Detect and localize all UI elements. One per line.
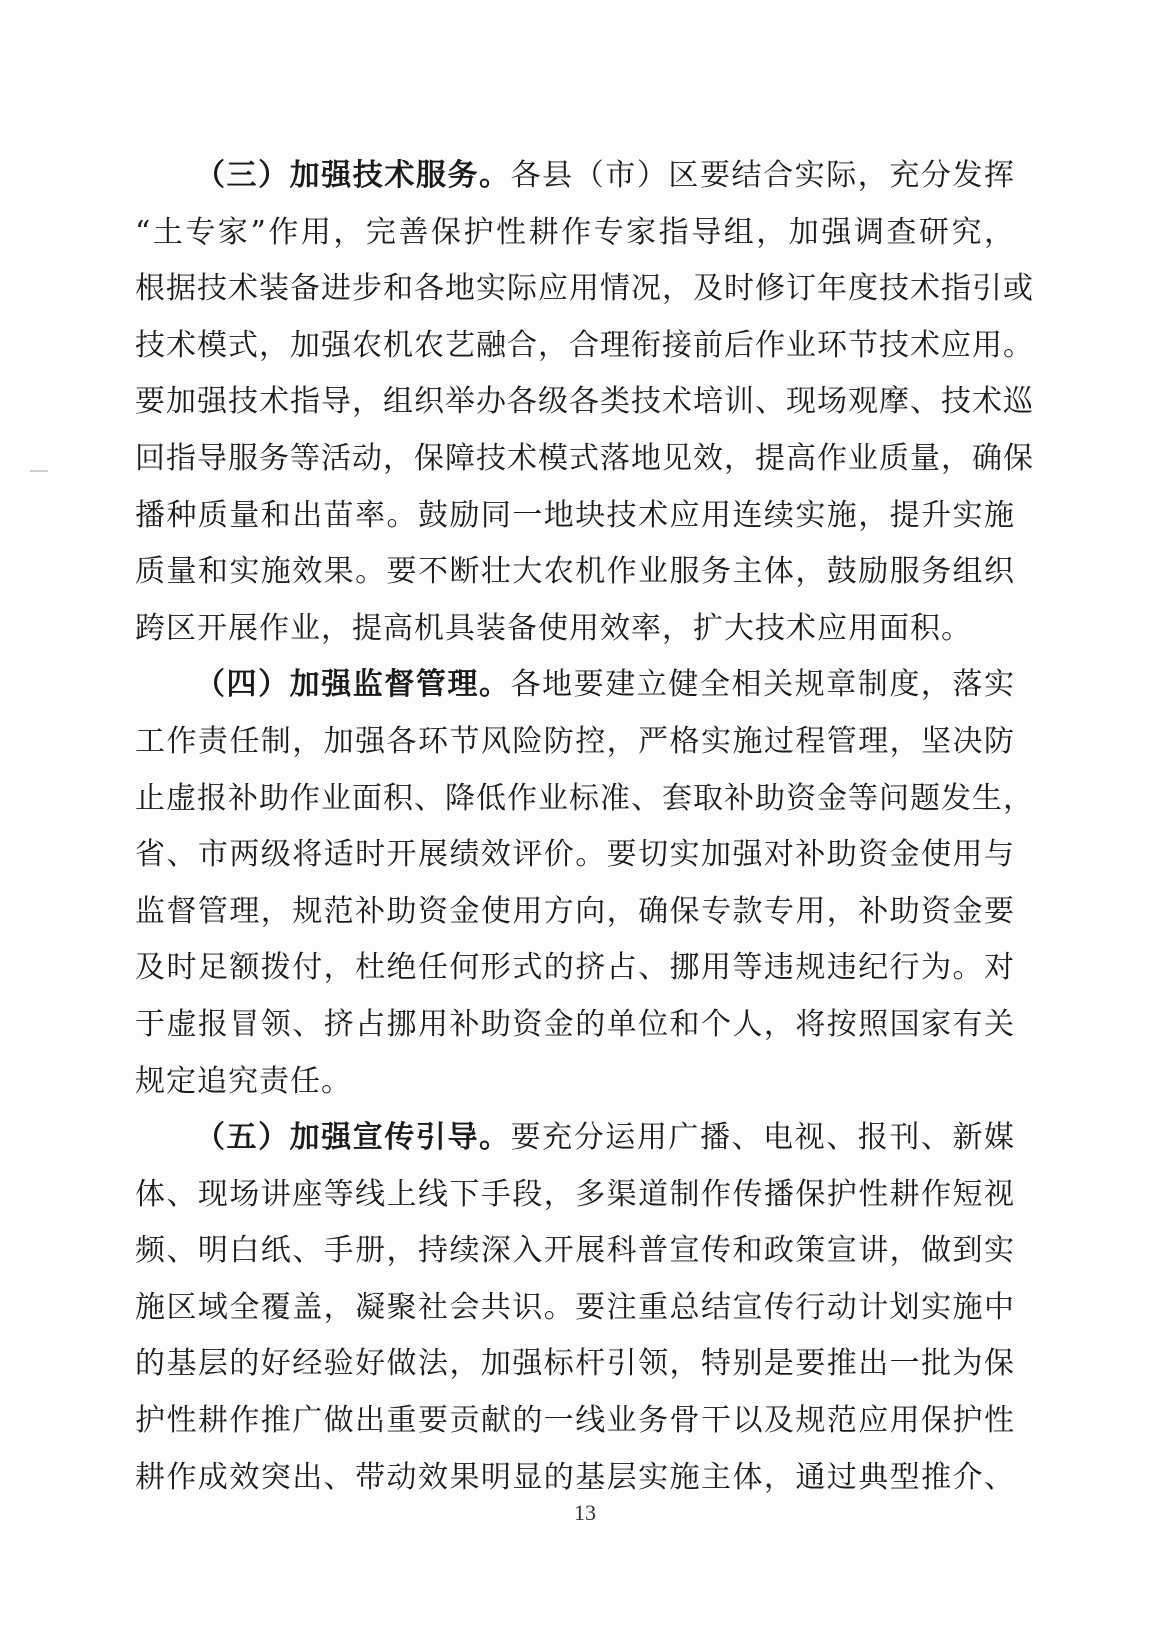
paragraph-line: “土专家”作用，完善保护性耕作专家指导组，加强调查研究， bbox=[135, 214, 1015, 250]
paragraph-line: （四）加强监督管理。各地要建立健全相关规章制度，落实 bbox=[195, 667, 1016, 703]
section-heading: （五）加强宣传引导。 bbox=[195, 1120, 511, 1156]
paragraph-line: 工作责任制，加强各环节风险防控，严格实施过程管理，坚决防 bbox=[135, 723, 1015, 759]
paragraph-line: 要加强技术指导，组织举办各级各类技术培训、现场观摩、技术巡 bbox=[135, 384, 1034, 420]
paragraph-line: 护性耕作推广做出重要贡献的一线业务骨干以及规范应用保护性 bbox=[135, 1403, 1015, 1439]
paragraph-line: 施区域全覆盖，凝聚社会共识。要注重总结宣传行动计划实施中 bbox=[135, 1289, 1015, 1325]
paragraph-line: 及时足额拨付，杜绝任何形式的挤占、挪用等违规违纪行为。对 bbox=[135, 950, 1015, 986]
paragraph-line: 回指导服务等活动，保障技术模式落地见效，提高作业质量，确保 bbox=[135, 440, 1034, 476]
paragraph-line: 的基层的好经验好做法，加强标杆引领，特别是要推出一批为保 bbox=[135, 1346, 1015, 1382]
paragraph-line: 根据技术装备进步和各地实际应用情况，及时修订年度技术指引或 bbox=[135, 271, 1034, 307]
paragraph-line: 质量和实施效果。要不断壮大农机作业服务主体，鼓励服务组织 bbox=[135, 554, 1015, 590]
paragraph-line: 规定追究责任。 bbox=[135, 1063, 352, 1099]
section-heading: （四）加强监督管理。 bbox=[195, 667, 511, 703]
paragraph-line: （五）加强宣传引导。要充分运用广播、电视、报刊、新媒 bbox=[195, 1120, 1016, 1156]
paragraph-line: 跨区开展作业，提高机具装备使用效率，扩大技术应用面积。 bbox=[135, 610, 972, 646]
section-heading: （三）加强技术服务。 bbox=[195, 158, 511, 193]
paragraph-line: 耕作成效突出、带动效果明显的基层实施主体，通过典型推介、 bbox=[135, 1459, 1015, 1495]
document-body bbox=[135, 148, 1034, 1506]
scan-edge-mark bbox=[30, 470, 48, 472]
paragraph-line: 体、现场讲座等线上线下手段，多渠道制作传播保护性耕作短视 bbox=[135, 1176, 1015, 1212]
paragraph-line: 技术模式，加强农机农艺融合，合理衔接前后作业环节技术应用。 bbox=[135, 327, 1034, 363]
paragraph-line: （三）加强技术服务。各县（市）区要结合实际，充分发挥 bbox=[195, 158, 1016, 193]
paragraph-line: 频、明白纸、手册，持续深入开展科普宣传和政策宣讲，做到实 bbox=[135, 1233, 1015, 1269]
paragraph-line: 播种质量和出苗率。鼓励同一地块技术应用连续实施，提升实施 bbox=[135, 497, 1015, 533]
paragraph-line: 省、市两级将适时开展绩效评价。要切实加强对补助资金使用与 bbox=[135, 837, 1015, 873]
paragraph-line: 于虚报冒领、挤占挪用补助资金的单位和个人，将按照国家有关 bbox=[135, 1006, 1015, 1042]
page-number: 13 bbox=[574, 1500, 596, 1525]
paragraph-line: 止虚报补助作业面积、降低作业标准、套取补助资金等问题发生， bbox=[135, 780, 1034, 816]
paragraph-line: 监督管理，规范补助资金使用方向，确保专款专用，补助资金要 bbox=[135, 893, 1015, 929]
